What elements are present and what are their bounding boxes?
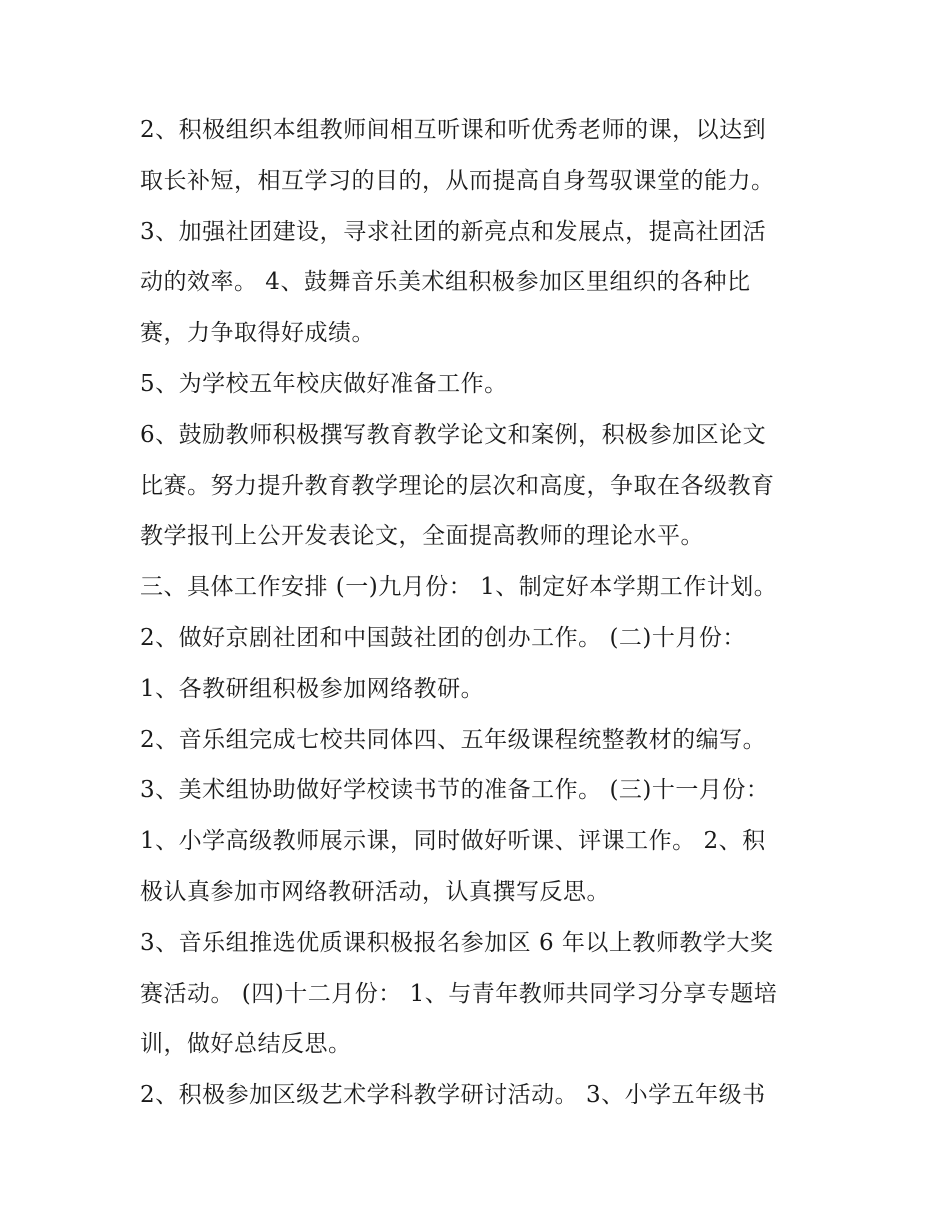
document-body	[140, 105, 840, 1121]
text-line: 2、积极组织本组教师间相互听课和听优秀老师的课，以达到	[140, 117, 767, 143]
text-line: 动的效率。 4、鼓舞音乐美术组积极参加区里组织的各种比	[140, 269, 751, 296]
text-line: 2、音乐组完成七校共同体四、五年级课程统整教材的编写。	[140, 726, 767, 753]
text-line: 比赛。努力提升教育教学理论的层次和高度，争取在各级教育	[140, 472, 775, 499]
text-line: 极认真参加市网络教研活动，认真撰写反思。	[140, 878, 610, 905]
text-line: 5、为学校五年校庆做好准备工作。	[140, 370, 508, 397]
text-line: 取长补短，相互学习的目的，从而提高自身驾驭课堂的能力。	[140, 167, 775, 194]
text-line: 3、美术组协助做好学校读书节的准备工作。 (三)十一月份：	[140, 777, 770, 804]
text-line: 2、积极参加区级艺术学科教学研讨活动。 3、小学五年级书	[140, 1082, 766, 1109]
text-line: 赛活动。 (四)十二月份： 1、与青年教师共同学习分享专题培	[140, 980, 778, 1007]
text-line: 三、具体工作安排 (一)九月份： 1、制定好本学期工作计划。	[140, 574, 778, 601]
text-line: 6、鼓励教师积极撰写教育教学论文和案例，积极参加区论文	[140, 421, 767, 448]
text-line: 教学报刊上公开发表论文，全面提高教师的理论水平。	[140, 523, 704, 550]
text-line: 2、做好京剧社团和中国鼓社团的创办工作。 (二)十月份：	[140, 624, 746, 651]
text-line: 3、加强社团建设，寻求社团的新亮点和发展点，提高社团活	[140, 218, 767, 245]
text-line: 1、小学高级教师展示课，同时做好听课、评课工作。 2、积	[140, 828, 766, 855]
text-line: 3、音乐组推选优质课积极报名参加区 6 年以上教师教学大奖	[140, 929, 774, 956]
text-line: 训，做好总结反思。	[140, 1031, 352, 1058]
text-line: 1、各教研组积极参加网络教研。	[140, 675, 485, 702]
text-line: 赛，力争取得好成绩。	[140, 320, 375, 347]
